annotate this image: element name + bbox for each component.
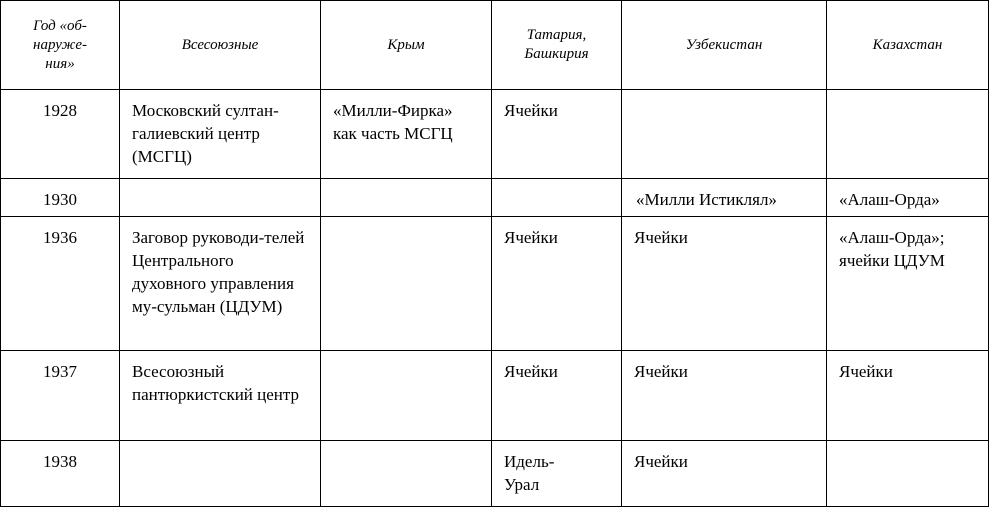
table-row — [1, 217, 989, 351]
header-uzbekistan — [622, 1, 827, 90]
header-row — [1, 1, 989, 90]
crimea-cell-text: «Милли-Фирка» как часть МСГЦ — [333, 101, 453, 143]
uzbekistan-cell: Ячейки — [622, 441, 827, 507]
tataria-bashkiria-cell: Ячейки — [492, 90, 622, 179]
header-crimea-label: Крым — [387, 36, 425, 53]
year-cell: 1936 — [1, 217, 120, 351]
all-union-cell — [120, 179, 321, 217]
kazakhstan-cell — [827, 441, 989, 507]
crimea-cell — [321, 351, 492, 441]
crimea-cell — [321, 90, 492, 179]
header-kazakhstan-label: Казахстан — [872, 36, 943, 53]
crimea-cell — [321, 217, 492, 351]
all-union-cell — [120, 441, 321, 507]
table-row — [1, 179, 989, 217]
tataria-bashkiria-cell — [492, 441, 622, 507]
tataria-bashkiria-cell: Ячейки — [492, 217, 622, 351]
year-cell: 1930 — [1, 179, 120, 217]
year-cell: 1937 — [1, 351, 120, 441]
table-row — [1, 90, 989, 179]
kazakhstan-cell: «Алаш-Орда» — [827, 179, 989, 217]
all-union-cell — [120, 217, 321, 351]
kazakhstan-cell — [827, 90, 989, 179]
table-row — [1, 351, 989, 441]
all-union-cell-text: Всесоюзный пантюркистский центр — [132, 362, 300, 404]
crimea-cell — [321, 441, 492, 507]
uzbekistan-cell — [622, 90, 827, 179]
tataria-bashkiria-cell-text: Идель-Урал — [504, 452, 555, 494]
tataria-bashkiria-cell — [492, 179, 622, 217]
header-year — [1, 1, 120, 90]
uzbekistan-cell: «Милли Истиклял» — [622, 179, 827, 217]
header-tataria-bashkiria — [492, 1, 622, 90]
all-union-cell — [120, 351, 321, 441]
header-all-union-label: Всесоюзные — [181, 36, 259, 53]
year-cell: 1928 — [1, 90, 120, 179]
all-union-cell: Московский султан-галиевский центр (МСГЦ) — [120, 90, 321, 179]
header-year-label: Год «об- наруже- ния» — [33, 17, 87, 72]
header-all-union — [120, 1, 321, 90]
crimea-cell — [321, 179, 492, 217]
tataria-bashkiria-cell: Ячейки — [492, 351, 622, 441]
header-tataria-bashkiria-label: Татария, Башкирия — [524, 27, 589, 62]
year-cell: 1938 — [1, 441, 120, 507]
kazakhstan-cell-text: «Алаш-Орда»; ячейки ЦДУМ — [839, 228, 945, 270]
kazakhstan-cell — [827, 217, 989, 351]
table-row — [1, 441, 989, 507]
uzbekistan-cell: Ячейки — [622, 217, 827, 351]
all-union-cell-text: Заговор руководи-телей Центрального духовного управления му-сульман (ЦДУМ) — [132, 228, 305, 316]
header-kazakhstan — [827, 1, 989, 90]
uzbekistan-cell: Ячейки — [622, 351, 827, 441]
header-crimea — [321, 1, 492, 90]
kazakhstan-cell: Ячейки — [827, 351, 989, 441]
header-uzbekistan-label: Узбекистан — [685, 36, 763, 53]
